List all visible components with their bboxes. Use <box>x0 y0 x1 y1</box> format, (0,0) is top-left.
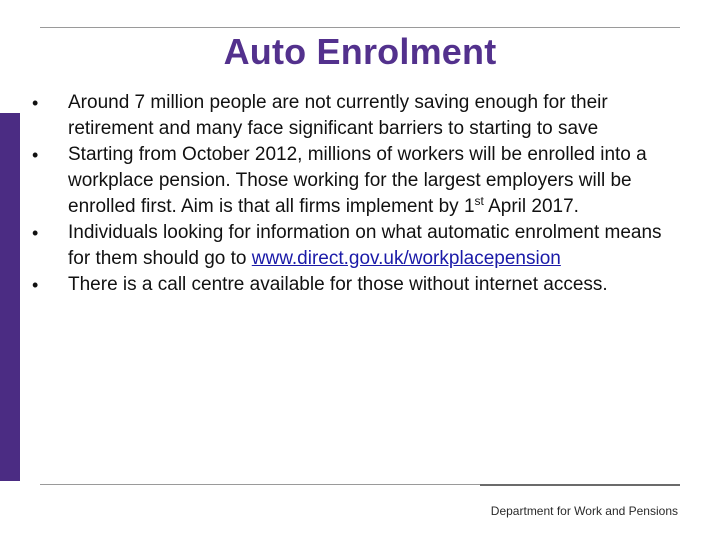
bullet-list <box>30 90 670 298</box>
footer-department-name: Department for Work and Pensions <box>490 504 678 518</box>
bullet-item <box>30 272 670 298</box>
bullet-text <box>68 142 670 220</box>
side-accent-bar <box>0 113 20 481</box>
bullet-marker: • <box>32 145 39 165</box>
bullet-text-part: Individuals looking for information on what automatic enrolment means for them should go to <box>68 222 662 269</box>
bullet-text-part: Starting from October 2012, millions of workers will be enrolled into a workplace pension. Those working for the largest employers will be enrolled first. Aim is that all firms implement by 1 <box>68 144 647 217</box>
slide-title: Auto Enrolment <box>223 31 497 72</box>
bullet-marker: • <box>32 223 39 243</box>
bullet-marker: • <box>32 93 39 113</box>
bullet-text-part: April 2017. <box>483 196 579 217</box>
bullet-text: There is a call centre available for those without internet access. <box>68 274 608 295</box>
workplace-pension-link[interactable]: www.direct.gov.uk/workplacepension <box>251 248 561 269</box>
bullet-marker: • <box>32 275 39 295</box>
bullet-item <box>30 220 670 272</box>
top-divider <box>40 27 680 28</box>
bullet-item <box>30 90 670 142</box>
ordinal-superscript: st <box>474 194 484 208</box>
bullet-text: Around 7 million people are not currently saving enough for their retirement and many face significant barriers to starting to save <box>68 92 608 139</box>
bullet-text <box>68 220 670 272</box>
bullet-item <box>30 142 670 220</box>
footer-divider <box>480 484 680 486</box>
